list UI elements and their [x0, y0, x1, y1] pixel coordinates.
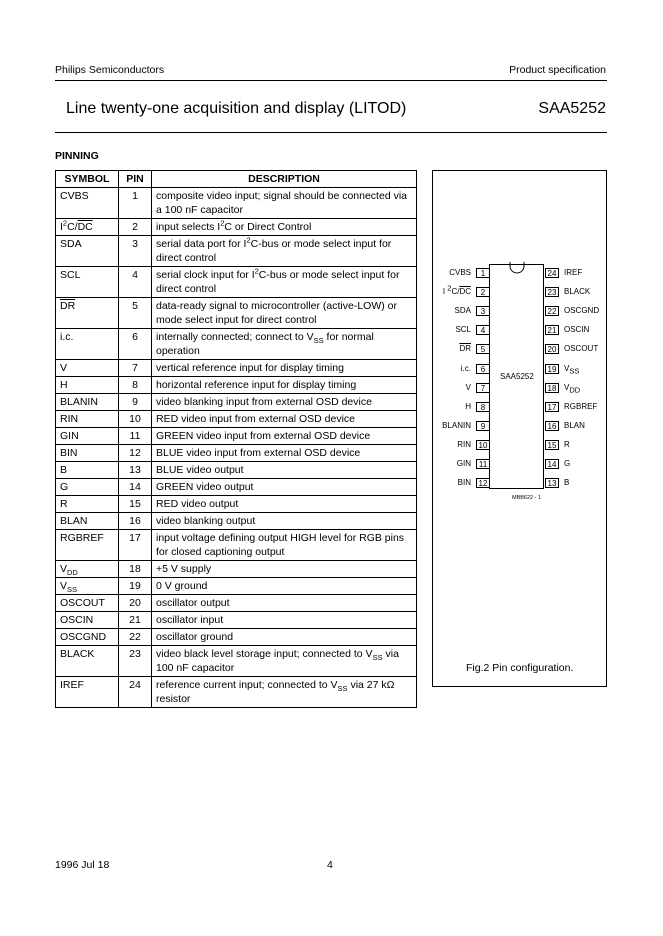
table-row [56, 561, 417, 578]
left-pin-label: I $^2C/\overline{DC}$ [442, 283, 471, 297]
pin-symbol: i.c. [56, 329, 119, 360]
table-row [56, 578, 417, 595]
table-row [56, 445, 417, 462]
left-pin-number: 12 [476, 478, 490, 488]
pin-number: 9 [119, 394, 152, 411]
pin-number: 4 [119, 267, 152, 298]
col-header-description: DESCRIPTION [152, 171, 417, 188]
pin-description: oscillator input [152, 612, 417, 629]
pin-symbol: H [56, 377, 119, 394]
pin-description: GREEN video output [152, 479, 417, 496]
left-pin-label: BIN [457, 478, 471, 488]
left-pin-label: RIN [457, 439, 471, 449]
pin-symbol: $\overline{DR}$ [56, 298, 119, 329]
pin-description: BLUE video input from external OSD device [152, 445, 417, 462]
section-title: PINNING [55, 150, 99, 162]
pin-number: 3 [119, 236, 152, 267]
table-row [56, 360, 417, 377]
left-pin-number: 2 [476, 287, 490, 297]
pin-description: 0 V ground [152, 578, 417, 595]
col-header-symbol: SYMBOL [56, 171, 119, 188]
pin-description: video blanking output [152, 513, 417, 530]
pin-symbol: R [56, 496, 119, 513]
table-row [56, 595, 417, 612]
pin-description: serial data port for $I^2C$-bus or mode select input for direct control [152, 236, 417, 267]
right-pin-label: $V_{SS}$ [564, 363, 580, 376]
pin-symbol: V [56, 360, 119, 377]
left-pin-number: 6 [476, 364, 490, 374]
table-row [56, 496, 417, 513]
table-row [56, 612, 417, 629]
pin-number: 22 [119, 629, 152, 646]
table-row [56, 267, 417, 298]
pin-symbol: RIN [56, 411, 119, 428]
pin-description: oscillator ground [152, 629, 417, 646]
table-row [56, 629, 417, 646]
left-pin-label: SDA [454, 306, 471, 316]
left-pin-label: GIN [456, 459, 471, 468]
pin-symbol: SCL [56, 267, 119, 298]
pin-description: GREEN video input from external OSD device [152, 428, 417, 445]
table-body [56, 188, 417, 708]
table-row [56, 377, 417, 394]
pin-description: BLUE video output [152, 462, 417, 479]
pin-number: 13 [119, 462, 152, 479]
pin-number: 16 [119, 513, 152, 530]
left-pin-number: 7 [476, 383, 490, 393]
left-pin-number: 1 [476, 268, 490, 278]
pin-symbol: $V_{DD}$ [56, 561, 119, 578]
right-pin-label: G [564, 459, 571, 468]
pin-symbol: OSCOUT [56, 595, 119, 612]
right-pin-number: 24 [545, 268, 559, 278]
left-pin-number: 4 [476, 325, 490, 335]
pin-symbol: OSCGND [56, 629, 119, 646]
pin-number: 1 [119, 188, 152, 219]
pin-symbol: BLANIN [56, 394, 119, 411]
left-pin-label: H [465, 401, 471, 411]
pin-number: 11 [119, 428, 152, 445]
left-pin-label: $\overline{DR}$ [459, 344, 471, 354]
table-row [56, 236, 417, 267]
left-pin-number: 5 [476, 344, 490, 354]
pin-symbol: GIN [56, 428, 119, 445]
left-pin-label: i.c. [460, 363, 471, 373]
right-pin-number: 17 [545, 402, 559, 412]
company-name: Philips Semiconductors [55, 64, 165, 76]
pin-description: data-ready signal to microcontroller (active-LOW) or mode select input for direct control [152, 298, 417, 329]
pin-symbol: CVBS [56, 188, 119, 219]
document-type: Product specification [509, 64, 606, 76]
pin-description: video black level storage input; connected to $V_{SS}$ via 100 nF capacitor [152, 646, 417, 677]
pin-number: 23 [119, 646, 152, 677]
right-pin-number: 13 [545, 478, 559, 488]
table-row [56, 298, 417, 329]
pin-description: composite video input; signal should be connected via a 100 nF capacitor [152, 188, 417, 219]
left-pin-label: BLANIN [442, 420, 471, 430]
pin-symbol: G [56, 479, 119, 496]
pin-number: 5 [119, 298, 152, 329]
figure-code: MBB622 - 1 [512, 495, 542, 501]
table-row [56, 513, 417, 530]
pin-description: video blanking input from external OSD device [152, 394, 417, 411]
pin-number: 24 [119, 677, 152, 708]
right-pin-label: $V_{DD}$ [564, 382, 581, 395]
table-row [56, 219, 417, 236]
document-title: Line twenty-one acquisition and display (LITOD) [66, 100, 407, 117]
table-row [56, 462, 417, 479]
right-pin-label: OSCGND [564, 306, 600, 316]
pin-symbol: $V_{SS}$ [56, 578, 119, 595]
right-pin-number: 15 [545, 440, 559, 450]
right-pin-number: 18 [545, 383, 559, 393]
pin-symbol: BLAN [56, 513, 119, 530]
right-pin-number: 19 [545, 364, 559, 374]
header-rule-top [55, 80, 607, 81]
pin-symbol: OSCIN [56, 612, 119, 629]
left-pin-number: 3 [476, 306, 490, 316]
table-row [56, 530, 417, 561]
right-pin-number: 21 [545, 325, 559, 335]
left-pin-number: 10 [476, 440, 490, 450]
chip-notch [508, 262, 526, 274]
right-pin-number: 20 [545, 344, 559, 354]
pin-symbol: BIN [56, 445, 119, 462]
pin-description: reference current input; connected to $V_{SS}$ via 27 kΩ resistor [152, 677, 417, 708]
pin-description: input selects $I^2C$ or Direct Control [152, 219, 417, 236]
table-row [56, 411, 417, 428]
table-row [56, 394, 417, 411]
pin-number: 12 [119, 445, 152, 462]
pin-description: RED video input from external OSD device [152, 411, 417, 428]
right-pin-label: IREF [564, 268, 583, 277]
pin-number: 2 [119, 219, 152, 236]
part-number: SAA5252 [538, 100, 606, 117]
right-pin-label: OSCIN [564, 325, 590, 335]
pin-description: +5 V supply [152, 561, 417, 578]
chip-label: SAA5252 [500, 372, 534, 381]
right-pin-label: RGBREF [564, 401, 598, 411]
pin-number: 14 [119, 479, 152, 496]
right-pin-label: B [564, 478, 570, 488]
table-row [56, 188, 417, 219]
pin-number: 21 [119, 612, 152, 629]
right-pin-label: OSCOUT [564, 344, 599, 354]
header-rule-bottom [55, 132, 607, 133]
left-pin-number: 11 [476, 459, 490, 469]
pin-description: input voltage defining output HIGH level for RGB pins for closed captioning output [152, 530, 417, 561]
left-pin-number: 9 [476, 421, 490, 431]
right-pin-number: 14 [545, 459, 559, 469]
table-row [56, 677, 417, 708]
pin-number: 6 [119, 329, 152, 360]
col-header-pin: PIN [119, 171, 152, 188]
footer-date: 1996 Jul 18 [55, 859, 110, 871]
pin-number: 10 [119, 411, 152, 428]
table-row [56, 646, 417, 677]
right-pin-number: 16 [545, 421, 559, 431]
table-header-row [56, 171, 417, 188]
pinning-table [55, 170, 417, 708]
pin-number: 7 [119, 360, 152, 377]
table-row [56, 479, 417, 496]
pin-description: serial clock input for $I^2C$-bus or mode select input for direct control [152, 267, 417, 298]
right-pin-label: BLACK [564, 287, 591, 297]
pin-number: 17 [119, 530, 152, 561]
table-row [56, 428, 417, 445]
right-pin-number: 23 [545, 287, 559, 297]
right-pin-number: 22 [545, 306, 559, 316]
pin-description: horizontal reference input for display timing [152, 377, 417, 394]
pin-number: 18 [119, 561, 152, 578]
pin-number: 20 [119, 595, 152, 612]
left-pin-label: V [465, 382, 471, 392]
right-pin-label: R [564, 439, 570, 449]
pin-symbol: IREF [56, 677, 119, 708]
figure-caption: Fig.2 Pin configuration. [466, 662, 574, 674]
pin-symbol: RGBREF [56, 530, 119, 561]
pin-number: 19 [119, 578, 152, 595]
left-pin-label: CVBS [449, 268, 471, 277]
left-pin-number: 8 [476, 402, 490, 412]
pin-symbol: BLACK [56, 646, 119, 677]
table-row [56, 329, 417, 360]
pin-symbol: SDA [56, 236, 119, 267]
right-pin-label: BLAN [564, 420, 585, 430]
pin-description: internally connected; connect to $V_{SS}$ for normal operation [152, 329, 417, 360]
pin-description: vertical reference input for display timing [152, 360, 417, 377]
pin-number: 15 [119, 496, 152, 513]
pin-description: oscillator output [152, 595, 417, 612]
pin-number: 8 [119, 377, 152, 394]
pin-symbol: $I^2C/\overline{DC}$ [56, 219, 119, 236]
pin-description: RED video output [152, 496, 417, 513]
left-pin-label: SCL [455, 325, 471, 335]
pin-symbol: B [56, 462, 119, 479]
page-number: 4 [327, 859, 333, 871]
